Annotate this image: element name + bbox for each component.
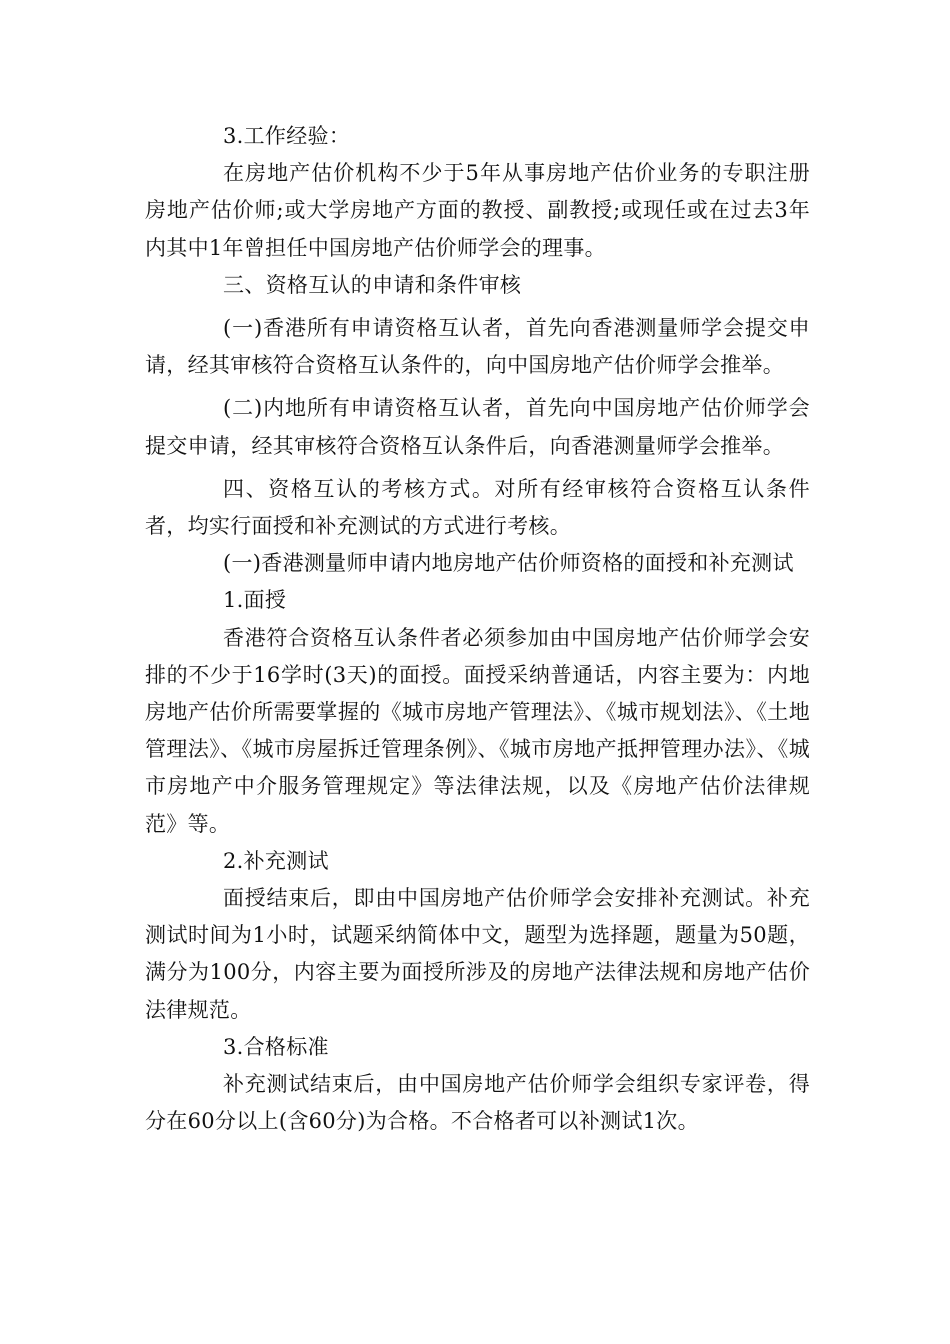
paragraph-work-experience: 在房地产估价机构不少于5年从事房地产估价业务的专职注册房地产估价师;或大学房地产方面的教授、副教授;或现任或在过去3年内其中1年曾担任中国房地产估价师学会的理事。: [145, 161, 810, 260]
paragraph-supplementary-test: 面授结束后，即由中国房地产估价师学会安排补充测试。补充测试时间为1小时，试题采纳简体中文，题型为选择题，题量为50题，满分为100分，内容主要为面授所涉及的房地产法律法规和房地产估价法律规范。: [145, 886, 810, 1022]
heading-hk-surveyor-training: (一)香港测量师申请内地房地产估价师资格的面授和补充测试: [223, 551, 794, 576]
document-page: [145, 118, 810, 1140]
paragraph-training: 香港符合资格互认条件者必须参加由中国房地产估价师学会安排的不少于16学时(3天)的面授。面授采纳普通话，内容主要为：内地房地产估价所需要掌握的《城市房地产管理法》、《城市规划法》、《土地管理法》、《城市房屋拆迁管理条例》、《城市房地产抵押管理办法》、《城市房地产中介服务管理规定》等法律法规，以及《房地产估价法律规范》等。: [145, 625, 810, 836]
paragraph-section-four: 四、资格互认的考核方式。对所有经审核符合资格互认条件者，均实行面授和补充测试的方式进行考核。: [145, 476, 810, 539]
paragraph-hk-application: (一)香港所有申请资格互认者，首先向香港测量师学会提交申请，经其审核符合资格互认条件的，向中国房地产估价师学会推举。: [145, 316, 810, 378]
heading-supplementary-test: 2.补充测试: [223, 848, 329, 873]
paragraph-pass-standard: 补充测试结束后，由中国房地产估价师学会组织专家评卷，得分在60分以上(含60分)为合格。不合格者可以补测试1次。: [145, 1072, 810, 1134]
heading-pass-standard: 3.合格标准: [223, 1034, 329, 1059]
heading-training: 1.面授: [223, 588, 287, 613]
paragraph-mainland-application: (二)内地所有申请资格互认者，首先向中国房地产估价师学会提交申请，经其审核符合资格互认条件后，向香港测量师学会推举。: [145, 396, 810, 458]
heading-work-experience: 3.工作经验：: [223, 124, 351, 148]
heading-section-three: 三、资格互认的申请和条件审核: [223, 272, 522, 297]
